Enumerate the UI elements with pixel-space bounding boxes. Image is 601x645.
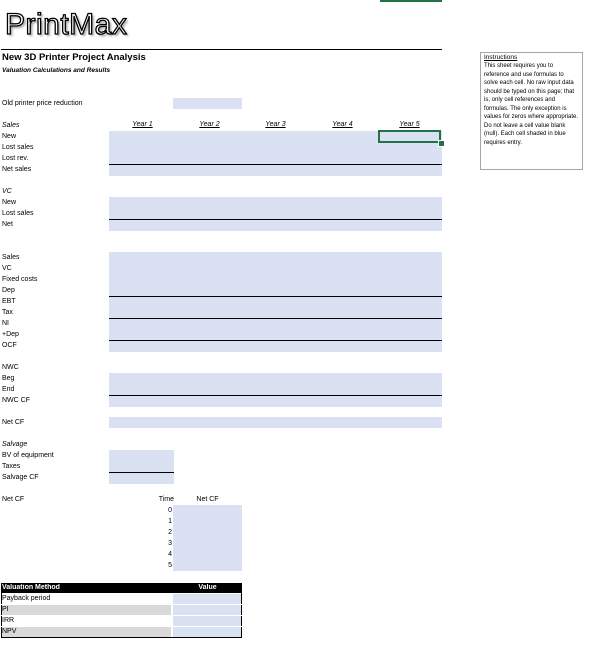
valuation-label-irr: IRR: [2, 617, 15, 624]
label-ebt: EBT: [2, 298, 16, 305]
valuation-row-irr: [1, 616, 242, 626]
instructions-body: This sheet requires you to reference and use formulas to solve each cell. No raw input data should be typed on this page; that is, only cell references and formulas. The only exception is values for zeros where appropriate. Do not leave a cell value blank (null). Each cell shaded in blue requires entry.: [484, 63, 579, 146]
label-nwc: NWC: [2, 364, 19, 371]
label-old-price-reduction: Old printer price reduction: [2, 100, 83, 107]
net-cf-column-header: Net CF: [196, 496, 219, 503]
label-vc-new: New: [2, 199, 17, 206]
label-nwc-cf: NWC CF: [2, 397, 30, 404]
active-cell-year5-new[interactable]: [378, 130, 441, 143]
time-4: 4: [168, 551, 172, 558]
label-salvage-cf: Salvage CF: [2, 474, 39, 481]
label-net-cf: Net CF: [2, 419, 25, 426]
label-lost-sales: Lost sales: [2, 144, 34, 151]
label-lost-rev: Lost rev.: [2, 155, 29, 162]
label-taxes: Taxes: [2, 463, 21, 470]
time-2: 2: [168, 529, 172, 536]
label-is-sales: Sales: [2, 254, 20, 261]
label-fixed-costs: Fixed costs: [2, 276, 38, 283]
year-3-header: Year 3: [265, 121, 286, 128]
label-plus-dep: +Dep: [2, 331, 19, 338]
year-4-header: Year 4: [332, 121, 353, 128]
ni-rule: [109, 318, 442, 319]
valuation-value-header: Value: [198, 584, 217, 591]
label-beg: Beg: [2, 375, 15, 382]
title-top-rule: [1, 49, 442, 50]
label-ni: NI: [2, 320, 9, 327]
valuation-input-payback[interactable]: [173, 594, 242, 604]
instructions-box: [480, 52, 583, 170]
valuation-label-npv: NPV: [1, 627, 171, 637]
label-vc-header: VC: [2, 188, 12, 195]
vc-total-rule: [109, 219, 442, 220]
instructions-heading: Instructions: [484, 54, 518, 61]
valuation-input-irr[interactable]: [173, 616, 242, 626]
nwc-total-rule: [109, 395, 442, 396]
input-old-price-reduction[interactable]: [173, 98, 242, 109]
label-is-vc: VC: [2, 265, 12, 272]
net-cf-timeline-grid[interactable]: [173, 505, 242, 571]
valuation-row-pi: [1, 605, 242, 615]
page-title: New 3D Printer Project Analysis: [2, 52, 146, 63]
label-salvage: Salvage: [2, 441, 28, 448]
time-3: 3: [168, 540, 172, 547]
label-net-cf-timeline: Net CF: [2, 496, 25, 503]
page-subtitle: Valuation Calculations and Results: [2, 67, 111, 74]
ebt-rule: [109, 296, 442, 297]
valuation-row-divider-3: [1, 626, 242, 627]
ocf-rule: [109, 340, 442, 341]
salvage-input-grid[interactable]: [109, 450, 174, 484]
valuation-row-npv: [1, 627, 242, 637]
label-new: New: [2, 133, 17, 140]
fill-handle[interactable]: [438, 140, 445, 147]
valuation-method-header: Valuation Method: [2, 584, 60, 591]
time-column-header: Time: [158, 496, 174, 503]
time-5: 5: [168, 562, 172, 569]
valuation-row-divider-1: [1, 604, 242, 605]
salvage-total-rule: [109, 472, 174, 473]
valuation-row-payback: [1, 594, 242, 604]
time-1: 1: [168, 518, 172, 525]
valuation-table-header: [1, 583, 242, 593]
year-2-header: Year 2: [199, 121, 220, 128]
income-statement-grid[interactable]: [109, 252, 442, 352]
net-cf-row[interactable]: [109, 417, 442, 428]
valuation-row-divider-2: [1, 615, 242, 616]
label-vc-net: Net: [2, 221, 13, 228]
sales-total-rule: [109, 164, 442, 165]
label-net-sales: Net sales: [2, 166, 32, 173]
year-1-header: Year 1: [132, 121, 153, 128]
valuation-label-pi: PI: [1, 605, 171, 615]
label-sales-header: Sales: [2, 122, 20, 129]
year-5-header: Year 5: [399, 121, 420, 128]
printmax-logo: PrintMax: [5, 8, 128, 41]
label-bv-equipment: BV of equipment: [2, 452, 54, 459]
valuation-label-payback: Payback period: [2, 595, 51, 602]
vc-input-grid[interactable]: [109, 197, 442, 231]
valuation-input-npv[interactable]: [173, 627, 242, 637]
label-ocf: OCF: [2, 342, 17, 349]
valuation-input-pi[interactable]: [173, 605, 242, 615]
nwc-input-grid[interactable]: [109, 373, 442, 407]
column-selection-marker: [380, 0, 442, 2]
label-vc-lost-sales: Lost sales: [2, 210, 34, 217]
label-dep: Dep: [2, 287, 15, 294]
time-0: 0: [168, 507, 172, 514]
label-end: End: [2, 386, 15, 393]
label-tax: Tax: [2, 309, 13, 316]
